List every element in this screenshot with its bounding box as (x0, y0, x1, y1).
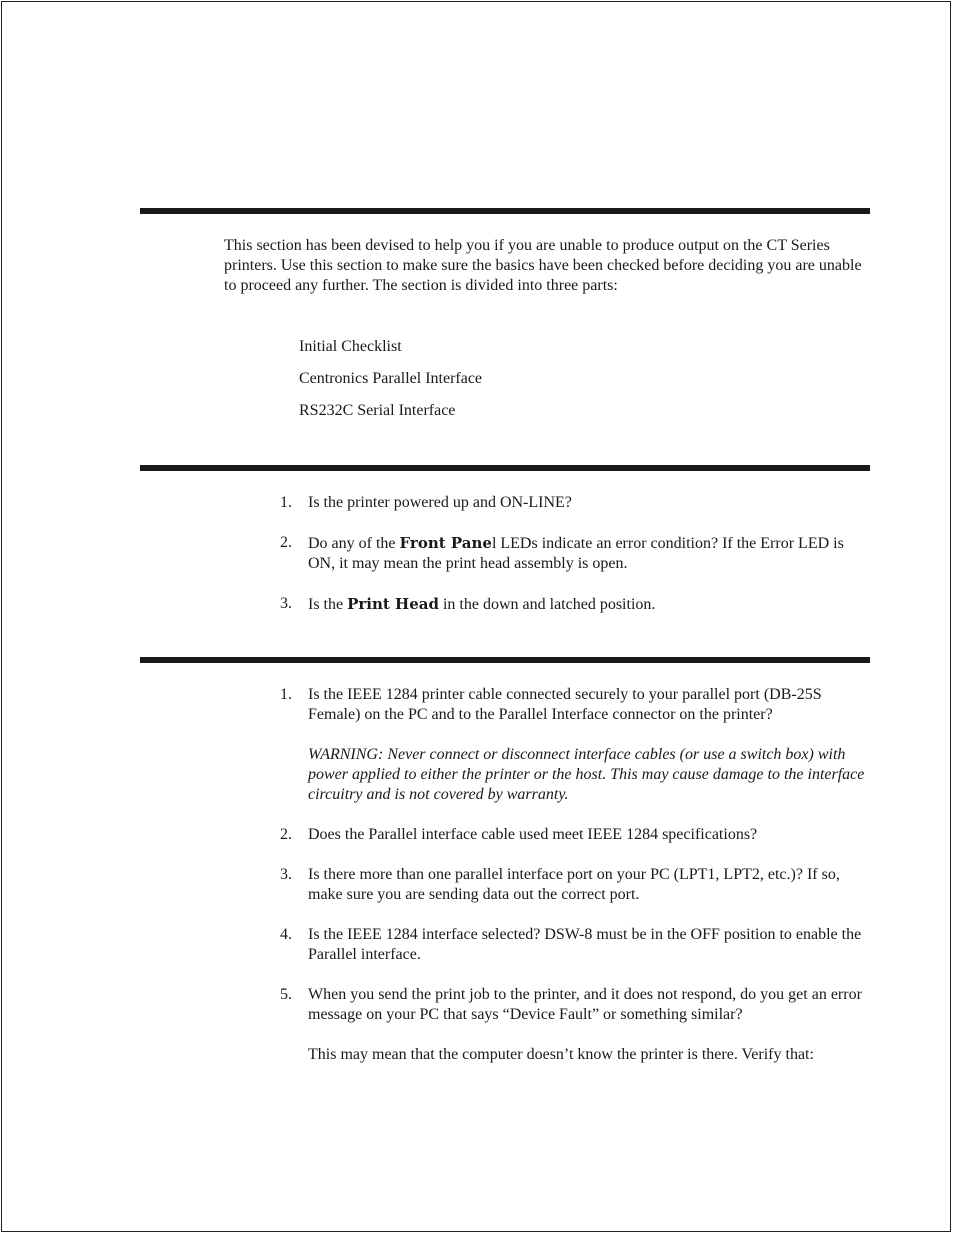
item-text-pre: Do any of the (308, 535, 400, 552)
item-text (308, 533, 872, 574)
item-text: Is the printer powered up and ON-LINE? (308, 494, 572, 511)
item-bold-term: Front Pane (399, 534, 492, 552)
item-text: Is the IEEE 1284 printer cable connected securely to your parallel port (DB-25S Female) on the PC and to the Parallel Interface connector on the printer? (308, 686, 822, 723)
item-number: 2. (280, 826, 292, 843)
section-rule (140, 465, 870, 471)
parallel-interface-checklist (280, 685, 872, 1085)
part-item: RS232C Serial Interface (299, 402, 456, 419)
item-number: 2. (280, 534, 292, 551)
item-text: Is the IEEE 1284 interface selected? DSW-8 must be in the OFF position to enable the Parallel interface. (308, 926, 862, 963)
item-bold-term: Print Head (347, 595, 439, 613)
list-item (280, 685, 872, 805)
item-number: 3. (280, 866, 292, 883)
warning-text: WARNING: Never connect or disconnect interface cables (or use a switch box) with power applied to either the printer or the host. This may cause damage to the interface circuitry and is not covered by warranty. (308, 746, 865, 803)
item-text-post: in the down and latched position. (438, 596, 656, 613)
item-number: 5. (280, 986, 292, 1003)
parts-list (299, 337, 482, 433)
item-number: 1. (280, 494, 292, 511)
list-item (280, 985, 872, 1065)
initial-checklist (280, 493, 872, 635)
list-item (280, 865, 872, 905)
note-text: This may mean that the computer doesn’t know the printer is there. Verify that: (308, 1046, 814, 1063)
item-number: 1. (280, 686, 292, 703)
item-text-pre: Is the (308, 596, 348, 613)
item-text (308, 594, 872, 615)
intro-paragraph: This section has been devised to help you if you are unable to produce output on the CT Series printers. Use this section to make sure the basics have been checked before deciding you are unable to proceed any further. The section is divided into three parts: (224, 237, 862, 294)
part-item: Initial Checklist (299, 338, 402, 355)
list-item (280, 533, 872, 574)
list-item (280, 825, 872, 845)
item-text-post: l LEDs indicate an error condition? If the Error LED is ON, it may mean the print head assembly is open. (308, 535, 844, 572)
item-text: When you send the print job to the printer, and it does not respond, do you get an error message on your PC that says “Device Fault” or something similar? (308, 986, 862, 1023)
list-item (280, 925, 872, 965)
section-rule (140, 657, 870, 663)
list-item (280, 594, 872, 615)
list-item (280, 493, 872, 513)
item-number: 3. (280, 595, 292, 612)
item-text: Is there more than one parallel interface port on your PC (LPT1, LPT2, etc.)? If so, make sure you are sending data out the correct port. (308, 866, 840, 903)
part-item: Centronics Parallel Interface (299, 370, 483, 387)
section-rule (140, 208, 870, 214)
item-text: Does the Parallel interface cable used meet IEEE 1284 specifications? (308, 826, 758, 843)
item-number: 4. (280, 926, 292, 943)
